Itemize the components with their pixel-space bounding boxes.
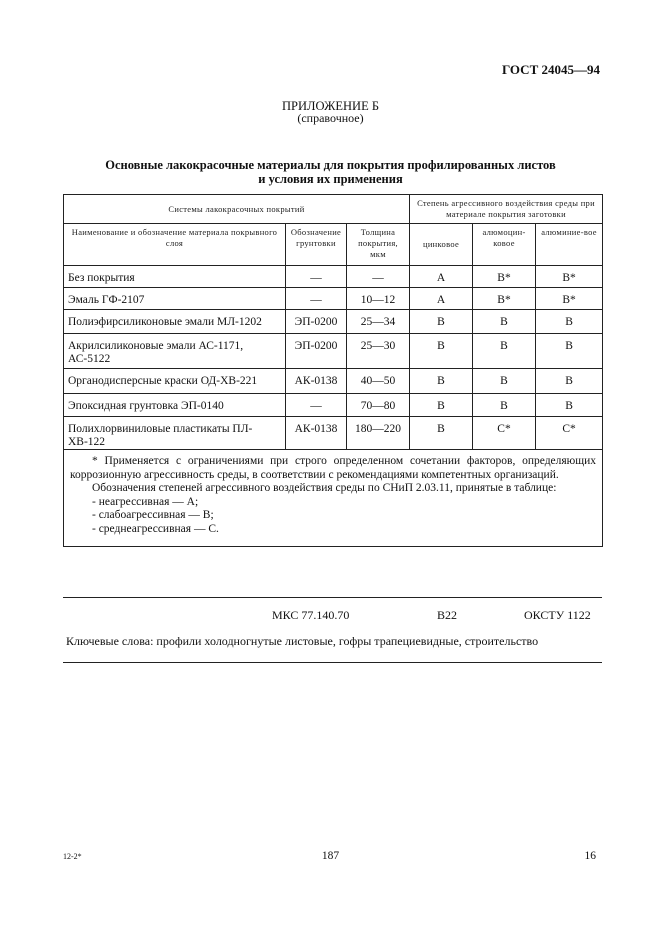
cell-alum: В	[536, 394, 603, 417]
appendix-subtitle: (справочное)	[297, 111, 364, 125]
cell-thickness: 10—12	[347, 288, 410, 310]
cell-alum: С*	[536, 417, 603, 450]
appendix-title: ПРИЛОЖЕНИЕ Б	[281, 99, 380, 113]
cell-name: Полихлорвиниловые пластикаты ПЛ-ХВ-122	[64, 417, 286, 450]
cell-name: Органодисперсные краски ОД-ХВ-221	[64, 369, 286, 394]
cell-alzinc: С*	[473, 417, 536, 450]
table-row	[64, 310, 603, 334]
table-row	[64, 417, 603, 450]
keywords: Ключевые слова: профили холодногнутые листовые, гофры трапециевидные, строительство	[66, 634, 539, 648]
cell-zinc: В	[410, 394, 473, 417]
cell-primer: —	[286, 288, 347, 310]
cell-zinc: В	[410, 369, 473, 394]
table-row	[64, 266, 603, 288]
cell-zinc: А	[410, 288, 473, 310]
header-zinc: цинковое	[410, 224, 473, 266]
cell-zinc: В	[410, 334, 473, 369]
cell-alzinc: В*	[473, 288, 536, 310]
footer-print-mark: 12-2*	[63, 852, 82, 861]
cell-thickness: —	[347, 266, 410, 288]
cell-name: Без покрытия	[64, 266, 286, 288]
classification-code: В22	[437, 608, 458, 622]
document-code: ГОСТ 24045—94	[501, 62, 600, 77]
cell-primer: АК-0138	[286, 369, 347, 394]
divider-bottom	[63, 662, 602, 663]
header-systems: Системы лакокрасочных покрытий	[64, 195, 410, 224]
cell-primer: ЭП-0200	[286, 310, 347, 334]
cell-name: Полиэфирсиликоновые эмали МЛ-1202	[64, 310, 286, 334]
cell-thickness: 40—50	[347, 369, 410, 394]
notes-row	[64, 450, 603, 547]
cell-primer: —	[286, 266, 347, 288]
header-name: Наименование и обозначение материала покрывного слоя	[64, 224, 286, 266]
table-row	[64, 334, 603, 369]
cell-alzinc: В	[473, 310, 536, 334]
cell-primer: АК-0138	[286, 417, 347, 450]
cell-zinc: В	[410, 417, 473, 450]
table-row	[64, 394, 603, 417]
note-legend-intro: Обозначения степеней агрессивного воздействия среды по СНиП 2.03.11, принятые в таблице:	[92, 482, 557, 494]
cell-alum: В	[536, 310, 603, 334]
sheet-number: 16	[584, 850, 596, 862]
table-heading-line-1: Основные лакокрасочные материалы для покрытия профилированных листов	[105, 158, 556, 172]
cell-thickness: 25—30	[347, 334, 410, 369]
page-number: 187	[321, 850, 340, 862]
header-alum: алюминие-вое	[536, 224, 603, 266]
table-row	[64, 369, 603, 394]
legend-item: - среднеагрессивная — С.	[92, 522, 219, 535]
cell-name: Эмаль ГФ-2107	[64, 288, 286, 310]
cell-name: Эпоксидная грунтовка ЭП-0140	[64, 394, 286, 417]
cell-name: Акрилсиликоновые эмали АС-1171, АС-5122	[64, 334, 286, 369]
cell-alzinc: В*	[473, 266, 536, 288]
cell-primer: —	[286, 394, 347, 417]
header-alzinc: алюмоцин-ковое	[473, 224, 536, 266]
table-row	[64, 288, 603, 310]
table-heading-line-2: и условия их применения	[258, 172, 403, 186]
cell-zinc: В	[410, 310, 473, 334]
cell-thickness: 180—220	[347, 417, 410, 450]
cell-primer: ЭП-0200	[286, 334, 347, 369]
cell-alzinc: В	[473, 334, 536, 369]
cell-alzinc: В	[473, 369, 536, 394]
divider-top	[63, 597, 602, 598]
legend-item: - неагрессивная — А;	[92, 495, 199, 508]
cell-thickness: 70—80	[347, 394, 410, 417]
table-notes	[64, 450, 603, 547]
cell-alum: В*	[536, 266, 603, 288]
note-asterisk: * Применяется с ограничениями при строго определенном сочетании факторов, определяющих коррозионную агрессивность среды, в соответствии с рекомендациями компетентных организаций.	[70, 455, 597, 481]
coatings-table	[63, 194, 603, 547]
cell-alum: В	[536, 369, 603, 394]
cell-alzinc: В	[473, 394, 536, 417]
header-primer: Обозначение грунтовки	[286, 224, 347, 266]
cell-thickness: 25—34	[347, 310, 410, 334]
mks-code: МКС 77.140.70	[272, 608, 350, 622]
legend-item: - слабоагрессивная — В;	[92, 509, 214, 521]
header-aggressiveness: Степень агрессивного воздействия среды при материале покрытия заготовки	[410, 195, 603, 224]
table-heading	[0, 158, 661, 186]
header-thickness: Толщина покрытия, мкм	[347, 224, 410, 266]
cell-alum: В*	[536, 288, 603, 310]
cell-zinc: А	[410, 266, 473, 288]
cell-alum: В	[536, 334, 603, 369]
okstu-code: ОКСТУ 1122	[524, 608, 591, 622]
